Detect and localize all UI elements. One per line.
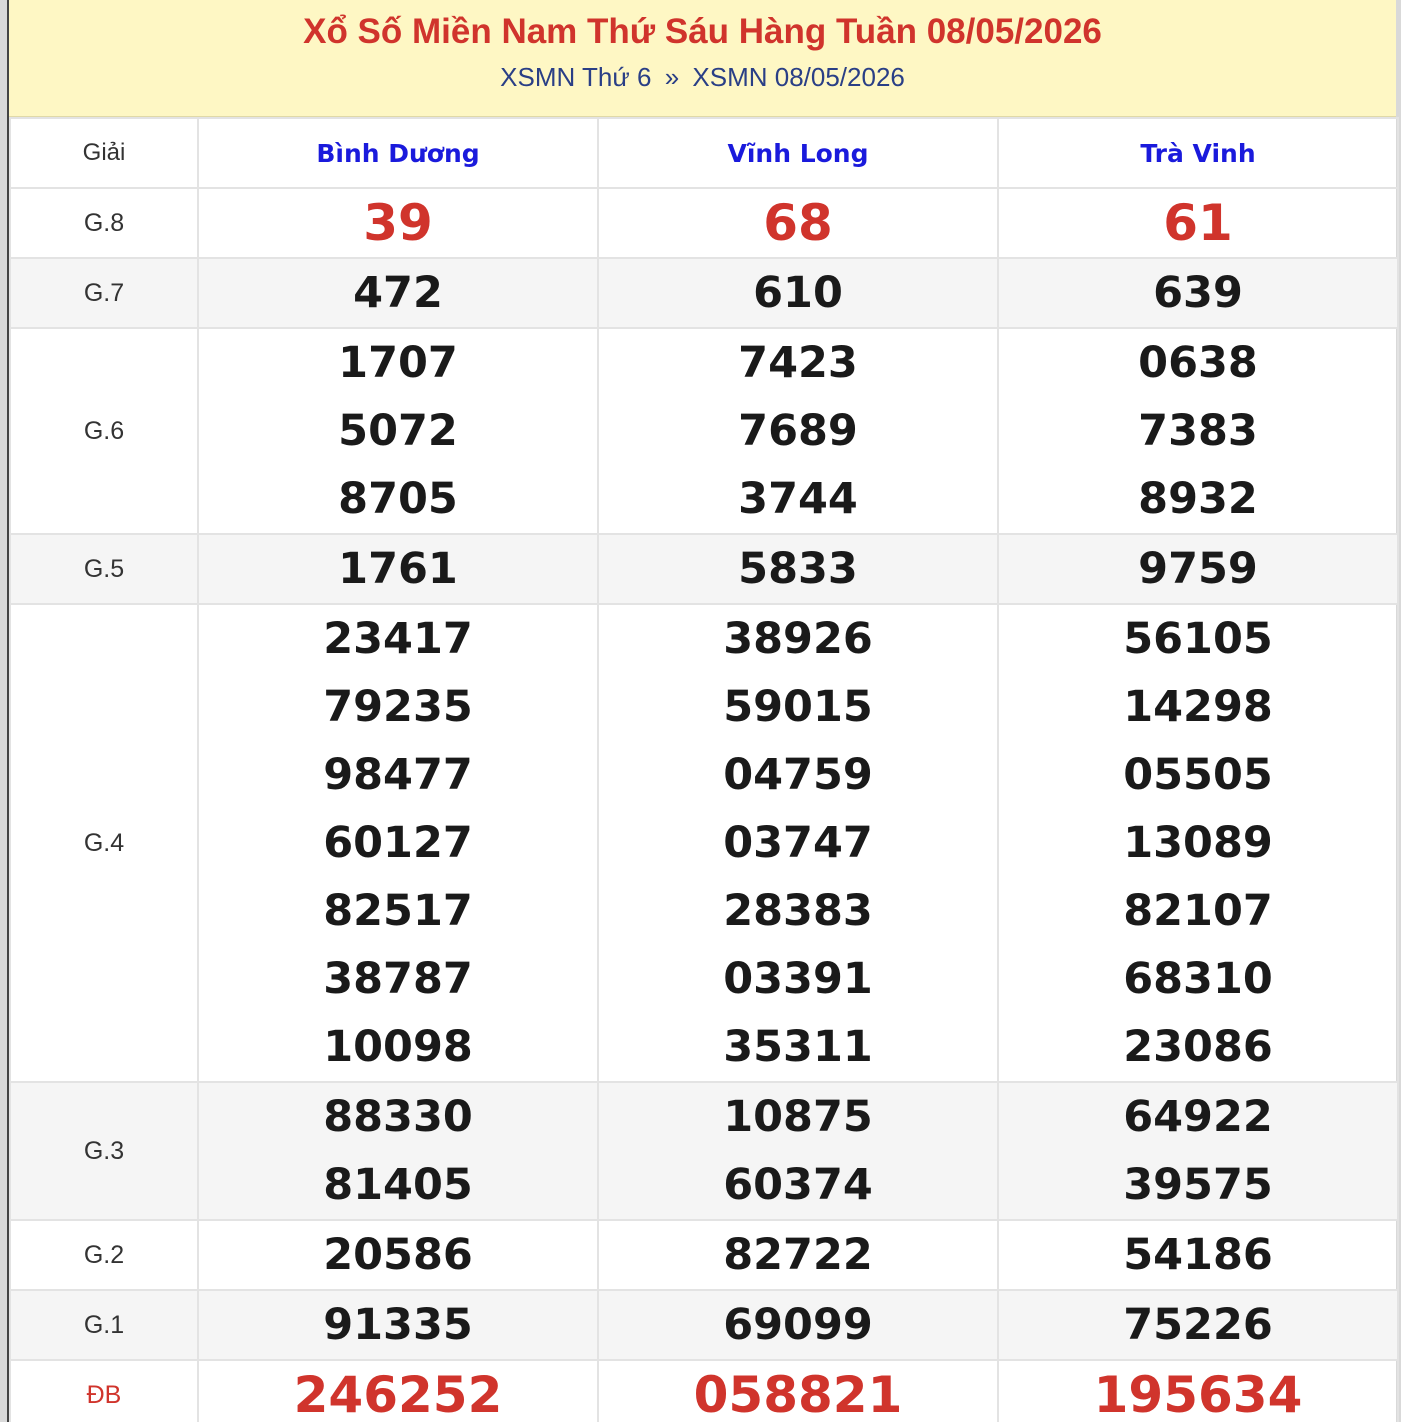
winning-number: 28383 [723,886,873,936]
winning-number: 195634 [1093,1366,1303,1422]
winning-number: 82517 [323,886,473,936]
winning-number: 10098 [323,1022,473,1072]
table-row [10,258,1398,328]
prize-label: G.1 [10,1290,198,1360]
results-body [10,188,1398,1422]
result-cell [998,188,1398,258]
winning-number: 64922 [1123,1092,1273,1142]
table-row [10,604,1398,1082]
results-header [9,0,1396,117]
winning-number: 14298 [1123,682,1273,732]
result-cell [198,1360,598,1422]
result-cell [598,1360,998,1422]
result-cell [198,1290,598,1360]
result-cell [198,328,598,534]
winning-number: 04759 [723,750,873,800]
result-cell [598,534,998,604]
result-cell [998,534,1398,604]
winning-number: 39 [363,194,433,252]
winning-number: 5833 [738,544,858,594]
winning-number: 8932 [1138,474,1258,524]
breadcrumb-link-date[interactable]: XSMN 08/05/2026 [692,62,905,92]
winning-number: 472 [353,268,443,318]
prize-label: ĐB [10,1360,198,1422]
result-cell [998,1290,1398,1360]
winning-number: 68 [763,194,833,252]
lottery-results-panel [9,0,1396,1422]
result-cell [998,1082,1398,1220]
prize-label: G.4 [10,604,198,1082]
province-header-vinh-long[interactable]: Vĩnh Long [598,118,998,188]
winning-number: 81405 [323,1160,473,1210]
table-row [10,328,1398,534]
result-cell [198,188,598,258]
winning-number: 61 [1163,194,1233,252]
result-cell [998,1360,1398,1422]
result-cell [598,328,998,534]
table-row [10,534,1398,604]
winning-number: 10875 [723,1092,873,1142]
result-cell [198,534,598,604]
winning-number: 39575 [1123,1160,1273,1210]
winning-number: 69099 [723,1300,873,1350]
winning-number: 0638 [1138,338,1258,388]
winning-number: 59015 [723,682,873,732]
winning-number: 7383 [1138,406,1258,456]
winning-number: 56105 [1123,614,1273,664]
winning-number: 38787 [323,954,473,1004]
winning-number: 3744 [738,474,858,524]
winning-number: 05505 [1123,750,1273,800]
table-row [10,1220,1398,1290]
winning-number: 7423 [738,338,858,388]
result-cell [998,258,1398,328]
winning-number: 82722 [723,1230,873,1280]
winning-number: 79235 [323,682,473,732]
winning-number: 20586 [323,1230,473,1280]
result-cell [598,188,998,258]
page-title: Xổ Số Miền Nam Thứ Sáu Hàng Tuần 08/05/2026 [303,12,1102,51]
winning-number: 610 [753,268,843,318]
winning-number: 60127 [323,818,473,868]
winning-number: 75226 [1123,1300,1273,1350]
winning-number: 03747 [723,818,873,868]
breadcrumb-separator: » [664,62,680,92]
result-cell [598,258,998,328]
winning-number: 54186 [1123,1230,1273,1280]
prize-label: G.8 [10,188,198,258]
winning-number: 60374 [723,1160,873,1210]
prize-column-header: Giải [10,118,198,188]
province-header-tra-vinh[interactable]: Trà Vinh [998,118,1398,188]
table-row [10,1290,1398,1360]
result-cell [598,604,998,1082]
winning-number: 03391 [723,954,873,1004]
result-cell [598,1290,998,1360]
prize-label: G.6 [10,328,198,534]
winning-number: 68310 [1123,954,1273,1004]
breadcrumb-link-weekday[interactable]: XSMN Thứ 6 [500,62,652,92]
winning-number: 7689 [738,406,858,456]
winning-number: 38926 [723,614,873,664]
result-cell [198,1220,598,1290]
table-row [10,1082,1398,1220]
winning-number: 246252 [293,1366,503,1422]
winning-number: 639 [1153,268,1243,318]
prize-label: G.2 [10,1220,198,1290]
results-table [9,117,1399,1422]
table-header-row [10,118,1398,188]
winning-number: 88330 [323,1092,473,1142]
result-cell [998,604,1398,1082]
winning-number: 23086 [1123,1022,1273,1072]
winning-number: 98477 [323,750,473,800]
table-row [10,1360,1398,1422]
winning-number: 1707 [338,338,458,388]
winning-number: 82107 [1123,886,1273,936]
table-row [10,188,1398,258]
result-cell [198,1082,598,1220]
winning-number: 058821 [693,1366,903,1422]
result-cell [998,1220,1398,1290]
winning-number: 8705 [338,474,458,524]
winning-number: 9759 [1138,544,1258,594]
province-header-binh-duong[interactable]: Bình Dương [198,118,598,188]
result-cell [198,604,598,1082]
prize-label: G.3 [10,1082,198,1220]
winning-number: 1761 [338,544,458,594]
winning-number: 35311 [723,1022,873,1072]
winning-number: 91335 [323,1300,473,1350]
prize-label: G.7 [10,258,198,328]
prize-label: G.5 [10,534,198,604]
result-cell [998,328,1398,534]
breadcrumb [9,62,1396,92]
winning-number: 5072 [338,406,458,456]
winning-number: 13089 [1123,818,1273,868]
result-cell [198,258,598,328]
result-cell [598,1082,998,1220]
result-cell [598,1220,998,1290]
winning-number: 23417 [323,614,473,664]
